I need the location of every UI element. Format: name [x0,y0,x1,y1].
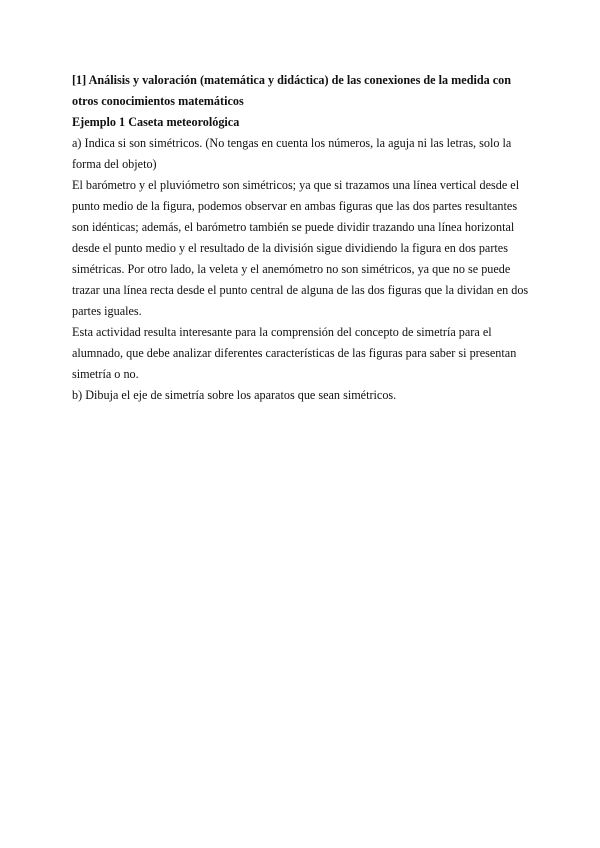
section-title: [1] Análisis y valoración (matemática y didáctica) de las conexiones de la medida con otros conocimientos matemáticos [72,73,512,108]
question-b: b) Dibuja el eje de simetría sobre los aparatos que sean simétricos. [72,388,397,402]
document-page [72,70,532,406]
commentary-paragraph: Esta actividad resulta interesante para la comprensión del concepto de simetría para el alumnado, que debe analizar diferentes características de las figuras para saber si presentan simetría o no. [72,325,517,381]
question-a: a) Indica si son simétricos. (No tengas en cuenta los números, la aguja ni las letras, solo la forma del objeto) [72,136,512,171]
answer-paragraph: El barómetro y el pluviómetro son simétricos; ya que si trazamos una línea vertical desde el punto medio de la figura, podemos observar en ambas figuras que las dos partes resultantes son idénticas; además, el barómetro también se puede dividir trazando una línea horizontal desde el punto medio y el resultado de la división sigue dividiendo la figura en dos partes simétricas. Por otro lado, la veleta y el anemómetro no son simétricos, ya que no se puede trazar una línea recta desde el punto central de alguna de las dos figuras que la dividan en dos partes iguales. [72,178,529,318]
example-title: Ejemplo 1 Caseta meteorológica [72,115,240,129]
